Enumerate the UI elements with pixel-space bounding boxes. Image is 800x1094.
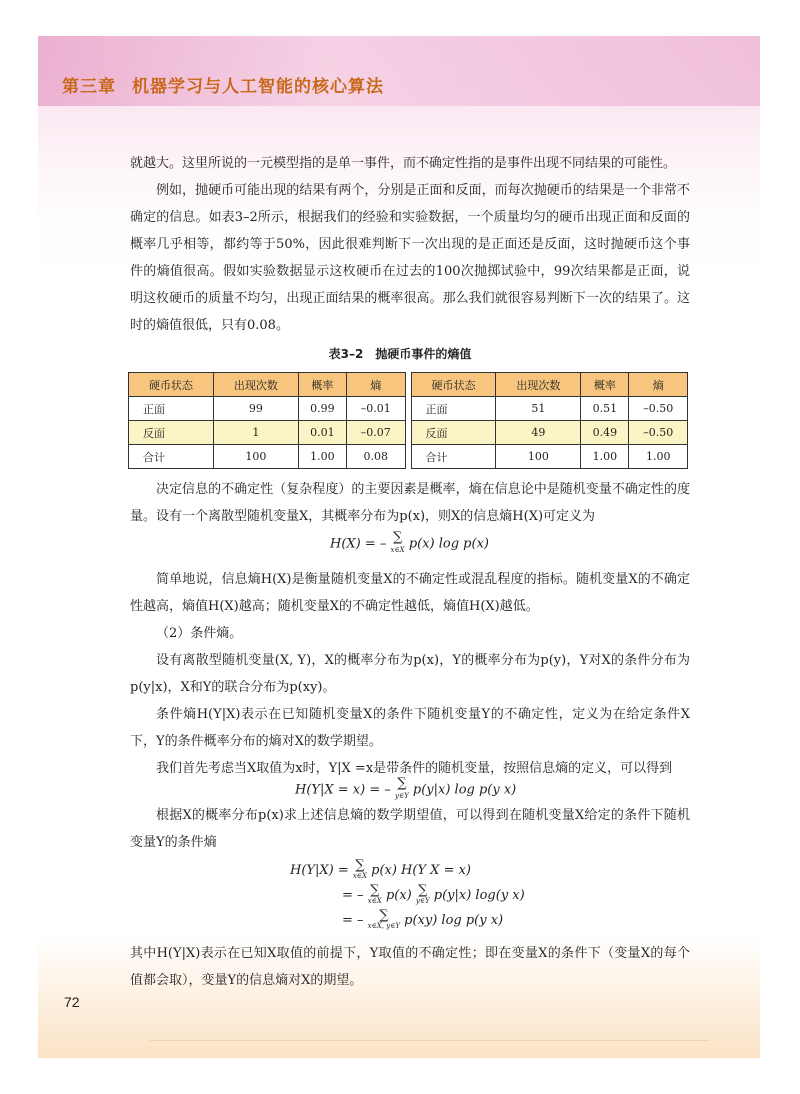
cell: –0.01 bbox=[346, 397, 405, 421]
cell: 1.00 bbox=[298, 445, 346, 469]
cell: 99 bbox=[213, 397, 298, 421]
paragraph-7: 条件熵H(Y|X)表示在已知随机变量X的条件下随机变量Y的不确定性，定义为在给定条件X下，Y的条件概率分布的熵对X的数学期望。 bbox=[130, 707, 690, 749]
formula-rhs: p(y|x) log(y x) bbox=[433, 888, 525, 903]
formula-rhs: p(x) log p(x) bbox=[408, 536, 489, 552]
col-header-count: 出现次数 bbox=[496, 373, 581, 397]
sum-sign: ∑ bbox=[418, 882, 428, 898]
col-header-prob: 概率 bbox=[581, 373, 629, 397]
closing-text bbox=[130, 940, 690, 994]
intro-text bbox=[130, 150, 690, 339]
table-row bbox=[411, 445, 688, 469]
cell: –0.07 bbox=[346, 421, 405, 445]
formula-lhs: = – bbox=[342, 913, 364, 928]
sum-sign: ∑ bbox=[397, 776, 407, 791]
cell: 反面 bbox=[129, 421, 214, 445]
cell: 合计 bbox=[411, 445, 496, 469]
table-row bbox=[129, 445, 406, 469]
cell: 0.51 bbox=[581, 397, 629, 421]
table-row bbox=[129, 397, 406, 421]
table-caption: 表3–2 抛硬币事件的熵值 bbox=[328, 347, 472, 361]
formula-lhs: H(Y|X = x) = – bbox=[295, 782, 391, 798]
sum-sign: ∑ bbox=[370, 882, 380, 898]
cell: –0.50 bbox=[629, 397, 688, 421]
sum-sign: ∑ bbox=[379, 907, 389, 923]
cell: 反面 bbox=[411, 421, 496, 445]
sum-subscript: x∈X bbox=[352, 871, 367, 880]
cell: 正面 bbox=[129, 397, 214, 421]
formula-lhs: H(X) = – bbox=[330, 536, 387, 552]
paragraph-10: 其中H(Y|X)表示在已知X取值的前提下，Y取值的不确定性；即在变量X的条件下（变量X的每个值都会取），变量Y的信息熵对X的期望。 bbox=[130, 946, 690, 988]
sum-sign: ∑ bbox=[392, 530, 403, 545]
formula-rhs: p(x) H(Y X = x) bbox=[371, 863, 471, 878]
formula-lhs: = – bbox=[342, 888, 364, 903]
cell: 0.01 bbox=[298, 421, 346, 445]
sum-subscript: y∈Y bbox=[394, 792, 409, 800]
formula-conditional bbox=[295, 778, 516, 802]
formula-expectation bbox=[290, 858, 525, 933]
table-row bbox=[411, 421, 688, 445]
cell: 0.99 bbox=[298, 397, 346, 421]
cell: 正面 bbox=[411, 397, 496, 421]
formula-mid: p(x) bbox=[385, 888, 412, 903]
cell: 51 bbox=[496, 397, 581, 421]
paragraph-8: 我们首先考虑当X取值为x时，Y|X =x是带条件的随机变量，按照信息熵的定义，可以得到 bbox=[156, 761, 673, 776]
cell: 0.49 bbox=[581, 421, 629, 445]
sum-sign: ∑ bbox=[355, 857, 365, 873]
expectation-text bbox=[130, 802, 690, 856]
col-header-entropy: 熵 bbox=[629, 373, 688, 397]
cell: 100 bbox=[213, 445, 298, 469]
paragraph-3: 决定信息的不确定性（复杂程度）的主要因素是概率，熵在信息论中是随机变量不确定性的度量。设有一个离散型随机变量X，其概率分布为p(x)，则X的信息熵H(X)可定义为 bbox=[130, 482, 690, 524]
page-number: 72 bbox=[64, 994, 80, 1010]
footer-decoration bbox=[150, 1040, 710, 1059]
cell: –0.50 bbox=[629, 421, 688, 445]
cell: 1 bbox=[213, 421, 298, 445]
col-header-state: 硬币状态 bbox=[411, 373, 496, 397]
conditional-entropy-text bbox=[130, 566, 690, 782]
formula-line-1 bbox=[290, 858, 525, 883]
formula-lhs: H(Y|X) = bbox=[290, 863, 353, 878]
col-header-state: 硬币状态 bbox=[129, 373, 214, 397]
chapter-title: 机器学习与人工智能的核心算法 bbox=[132, 77, 384, 97]
cell: 100 bbox=[496, 445, 581, 469]
formula-entropy bbox=[330, 532, 489, 556]
table-row bbox=[129, 421, 406, 445]
entropy-definition-text bbox=[130, 476, 690, 530]
paragraph-9: 根据X的概率分布p(x)求上述信息熵的数学期望值，可以得到在随机变量X给定的条件下随机变量Y的条件熵 bbox=[130, 808, 690, 850]
paragraph-6: 设有离散型随机变量(X, Y)，X的概率分布为p(x)，Y的概率分布为p(y)，Y对X的条件分布为p(y|x)，X和Y的联合分布为p(xy)。 bbox=[130, 653, 690, 695]
formula-rhs: p(y|x) log p(y x) bbox=[412, 782, 517, 798]
paragraph-1: 就越大。这里所说的一元模型指的是单一事件，而不确定性指的是事件出现不同结果的可能性。 bbox=[130, 156, 677, 171]
cell: 1.00 bbox=[629, 445, 688, 469]
formula-line-2 bbox=[290, 883, 525, 908]
sum-subscript: x∈X bbox=[367, 896, 382, 905]
table-row bbox=[411, 397, 688, 421]
sum-subscript: x∈X bbox=[390, 546, 405, 554]
col-header-prob: 概率 bbox=[298, 373, 346, 397]
col-header-count: 出现次数 bbox=[213, 373, 298, 397]
cell: 0.08 bbox=[346, 445, 405, 469]
chapter-number: 第三章 bbox=[62, 77, 116, 97]
formula-line-3 bbox=[290, 908, 525, 933]
sum-subscript: x∈X, y∈Y bbox=[367, 921, 400, 930]
col-header-entropy: 熵 bbox=[346, 373, 405, 397]
paragraph-5: （2）条件熵。 bbox=[156, 626, 243, 641]
table-right bbox=[411, 372, 689, 469]
chapter-header bbox=[62, 72, 384, 97]
table-left bbox=[128, 372, 406, 469]
formula-rhs: p(xy) log p(y x) bbox=[404, 913, 504, 928]
sum-subscript: y∈Y bbox=[415, 896, 430, 905]
paragraph-4: 简单地说，信息熵H(X)是衡量随机变量X的不确定性或混乱程度的指标。随机变量X的不确定性越高，熵值H(X)越高；随机变量X的不确定性越低，熵值H(X)越低。 bbox=[130, 572, 690, 614]
paragraph-2: 例如，抛硬币可能出现的结果有两个，分别是正面和反面，而每次抛硬币的结果是一个非常不确定的信息。如表3–2所示，根据我们的经验和实验数据，一个质量均匀的硬币出现正面和反面的概率几乎相等，都约等于50%，因此很难判断下一次出现的是正面还是反面，这时抛硬币这个事件的熵值很高。假如实验数据显示这枚硬币在过去的100次抛掷试验中，99次结果都是正面，说明这枚硬币的质量不均匀，出现正面结果的概率很高。那么我们就很容易判断下一次的结果了。这时的熵值很低，只有0.08。 bbox=[130, 183, 690, 333]
cell: 合计 bbox=[129, 445, 214, 469]
cell: 1.00 bbox=[581, 445, 629, 469]
cell: 49 bbox=[496, 421, 581, 445]
entropy-table bbox=[128, 372, 688, 466]
